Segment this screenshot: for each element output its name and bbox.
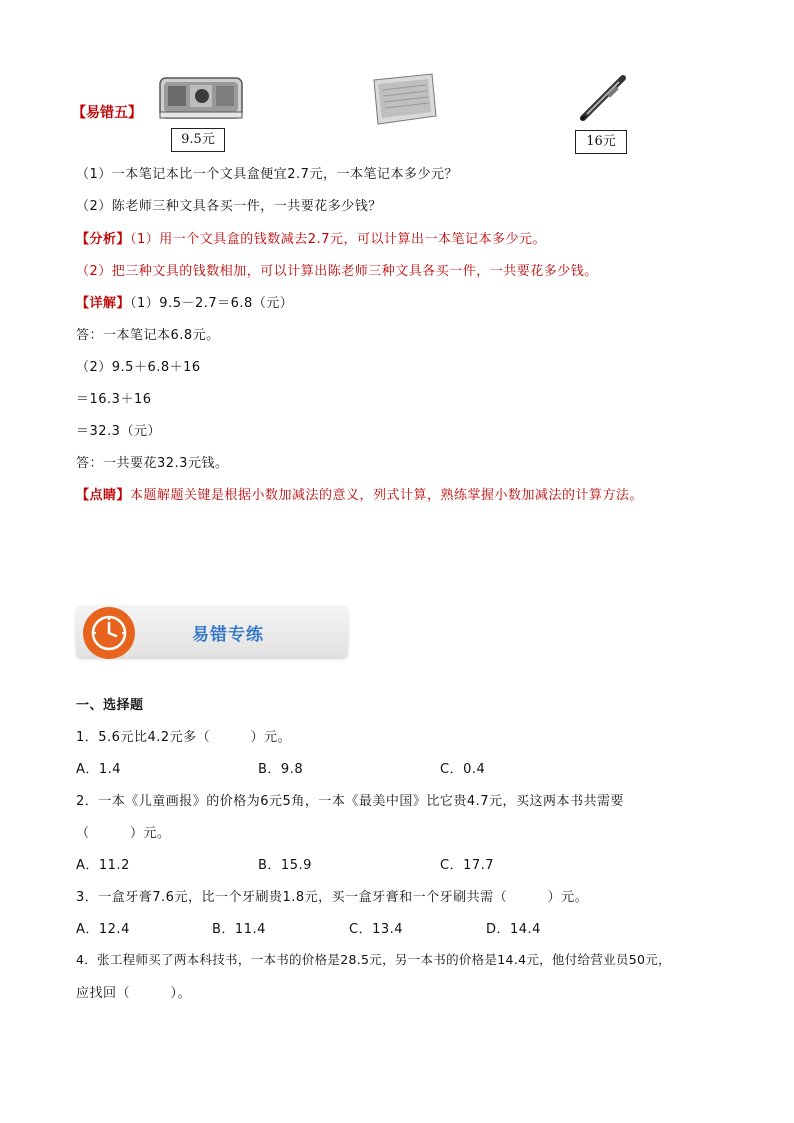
- pen-image: [575, 72, 631, 124]
- pencil-box-price: 9.5元: [171, 128, 225, 152]
- exercise-2-stem-cont: （ ）元。: [76, 826, 171, 841]
- section-title: 易错专练: [192, 625, 264, 645]
- question-1: （1）一本笔记本比一个文具盒便宜2.7元，一本笔记本多少元？: [76, 167, 458, 182]
- error-tag: 【易错五】: [72, 105, 142, 121]
- solution-line-1: [76, 292, 293, 311]
- solution-text-1: （1）9.5－2.7＝6.8（元）: [130, 296, 294, 311]
- analysis-line-1: [76, 228, 546, 247]
- solution-answer-1: 答：一本笔记本6.8元。: [76, 328, 220, 343]
- exercise-1-option-c[interactable]: C．0.4: [440, 762, 486, 777]
- exercise-3-stem: 3．一盒牙膏7.6元，比一个牙刷贵1.8元，买一盒牙膏和一个牙刷共需（ ）元。: [76, 890, 589, 905]
- comment-text: 本题解题关键是根据小数加减法的意义，列式计算，熟练掌握小数加减法的计算方法。: [130, 488, 644, 503]
- exercise-4-stem: 4．张工程师买了两本科技书，一本书的价格是28.5元，另一本书的价格是14.4元，他付给营业员50元，: [76, 952, 671, 967]
- exercise-3-option-c[interactable]: C．13.4: [349, 922, 404, 937]
- exercise-3-option-b[interactable]: B．11.4: [212, 922, 266, 937]
- solution-line-4: ＝32.3（元）: [76, 424, 161, 439]
- comment-tag: 【点睛】: [76, 488, 131, 503]
- question-2: （2）陈老师三种文具各买一件，一共要花多少钱？: [76, 199, 382, 214]
- exercise-1-option-a[interactable]: A．1.4: [76, 762, 122, 777]
- analysis-text-1: （1）用一个文具盒的钱数减去2.7元，可以计算出一本笔记本多少元。: [130, 232, 546, 247]
- exercise-3-option-d[interactable]: D．14.4: [486, 922, 541, 937]
- solution-line-2: （2）9.5＋6.8＋16: [76, 360, 201, 375]
- solution-line-3: ＝16.3＋16: [76, 392, 152, 407]
- notebook-image: [368, 70, 438, 126]
- exercise-2-option-c[interactable]: C．17.7: [440, 858, 495, 873]
- comment-line: [76, 484, 643, 503]
- analysis-line-2: （2）把三种文具的钱数相加，可以计算出陈老师三种文具各买一件，一共要花多少钱。: [76, 264, 598, 279]
- pen-price: 16元: [575, 130, 627, 154]
- pencil-box-image: [158, 72, 244, 122]
- exercise-4-stem-cont: 应找回（ ）。: [76, 986, 192, 1001]
- clock-icon: [82, 606, 136, 660]
- exercise-1-option-b[interactable]: B．9.8: [258, 762, 304, 777]
- exercise-2-option-b[interactable]: B．15.9: [258, 858, 312, 873]
- exercise-3-option-a[interactable]: A．12.4: [76, 922, 130, 937]
- exercise-2-option-a[interactable]: A．11.2: [76, 858, 130, 873]
- exercise-1-stem: 1．5.6元比4.2元多（ ）元。: [76, 730, 292, 745]
- solution-tag: 【详解】: [76, 296, 131, 311]
- exercise-2-stem: 2．一本《儿童画报》的价格为6元5角，一本《最美中国》比它贵4.7元，买这两本书共需要: [76, 794, 624, 809]
- analysis-tag: 【分析】: [76, 232, 131, 247]
- solution-answer-2: 答：一共要花32.3元钱。: [76, 456, 229, 471]
- exercise-heading: 一、选择题: [76, 698, 144, 713]
